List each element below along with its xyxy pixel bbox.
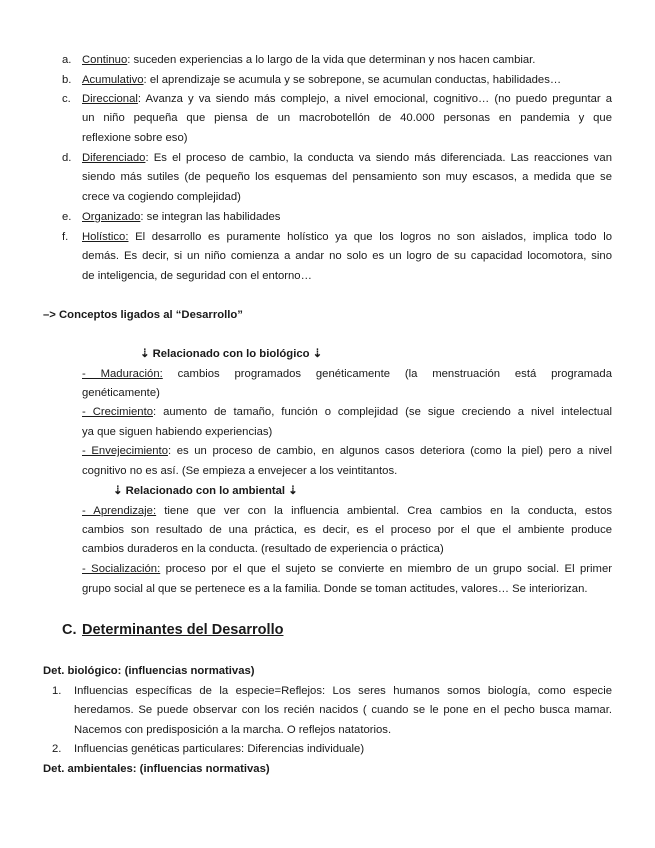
text-line: ya que siguen habiendo experiencias) [82,426,273,438]
text: : suceden experiencias a lo largo de la vida que determinan y nos hacen cambiar. [127,54,536,66]
list-item-direccional [82,92,612,106]
aprendizaje-paragraph [82,504,612,518]
text: tiene que ver con la influencia ambiental. Crea cambios en la conducta, estos [156,505,612,517]
list-marker: 2. [52,743,62,755]
text-line: genéticamente) [82,387,160,399]
conceptos-heading: –> Conceptos ligados al “Desarrollo” [43,309,243,321]
text: cambios programados genéticamente (la menstruación está programada [162,368,612,380]
text-line: un niño pequeña que piensa de un macrobotellón de 40.000 personas en pandemia y que [82,112,612,124]
text-line: Influencias genéticas particulares: Diferencias individuale) [74,743,365,755]
list-marker: f. [62,231,69,243]
text-line: siendo más sutiles (de pequeño los esquemas del pensamiento son muy escasos, a medida que se [82,171,612,183]
section-c-marker: C. [62,622,77,638]
term: Acumulativo [82,74,144,86]
maduracion-paragraph [82,367,612,381]
list-item-continuo [82,53,535,67]
det-biologico-heading: Det. biológico: (influencias normativas) [43,665,255,677]
text: : Es el proceso de cambio, la conducta va siendo más diferenciada. Las reacciones van [145,152,612,164]
list-marker: b. [62,74,72,86]
term: Diferenciado [82,152,146,164]
term: - Socialización: [82,563,161,575]
text-line: reflexione sobre eso) [82,132,188,144]
text: El desarrollo es puramente holístico ya que los logros no son aislados, implica todo lo [128,231,612,243]
text-line: grupo social al que se pertenece es a la familia. Donde se toman actitudes, valores… Se interiorizan. [82,583,588,595]
envejecimiento-paragraph [82,444,612,458]
term: Organizado [82,211,141,223]
amb-subheading: ⇣ Relacionado con lo ambiental ⇣ [113,485,298,497]
text-line: Nacemos con predisposición a la marcha. O reflejos natatorios. [74,724,392,736]
list-item-diferenciado [82,151,612,165]
list-item-acumulativo [82,73,561,87]
list-marker: 1. [52,685,62,697]
text: : Avanza y va siendo más complejo, a nivel emocional, cognitivo… (no puedo preguntar a [137,93,612,105]
det-ambientales-heading: Det. ambientales: (influencias normativas) [43,763,270,775]
term: - Crecimiento [82,406,153,418]
term: - Maduración: [82,368,163,380]
text-line: crece va cogiendo complejidad) [82,191,241,203]
term: Continuo [82,54,128,66]
text: : aumento de tamaño, función o complejidad (se sigue creciendo a nivel intelectual [153,406,613,418]
list-item-holistico [82,230,612,244]
text-line: cambios son resultado de una práctica, es decir, es el proceso por el que el ambiente produce [82,524,612,536]
crecimiento-paragraph [82,405,612,419]
text: : se integran las habilidades [140,211,281,223]
term: - Aprendizaje: [82,505,157,517]
text-line: cognitivo no es así. (Se empieza a envejecer a los veintitantos. [82,465,398,477]
bio-subheading: ⇣ Relacionado con lo biológico ⇣ [140,348,323,360]
text: : es un proceso de cambio, en algunos casos deteriora (como la piel) pero a nivel [167,445,612,457]
term: Direccional [82,93,138,105]
text-line: heredamos. Se puede observar con los recién nacidos ( cuando se le pone en el pecho busca mamar. [74,704,612,716]
text-line: demás. Es decir, si un niño comienza a andar no solo es un logro de su capacidad locomotora, sino [82,250,612,262]
term: Holístico: [82,231,129,243]
list-marker: a. [62,54,72,66]
list-item-organizado [82,210,280,224]
list-marker: e. [62,211,72,223]
list-marker: c. [62,93,71,105]
section-c-title: Determinantes del Desarrollo [82,622,284,638]
text-line: Influencias específicas de la especie=Reflejos: Los seres humanos somos biología, como especie [74,685,612,697]
text-line: cambios duraderos en la conducta. (resultado de experiencia o práctica) [82,543,444,555]
text: : el aprendizaje se acumula y se sobrepone, se acumulan conductas, habilidades… [143,74,562,86]
socializacion-paragraph [82,562,612,576]
text-line: de inteligencia, de seguridad con el entorno… [82,270,312,282]
list-marker: d. [62,152,72,164]
text: proceso por el que el sujeto se convierte en miembro de un grupo social. El primer [160,563,612,575]
term: - Envejecimiento [82,445,168,457]
